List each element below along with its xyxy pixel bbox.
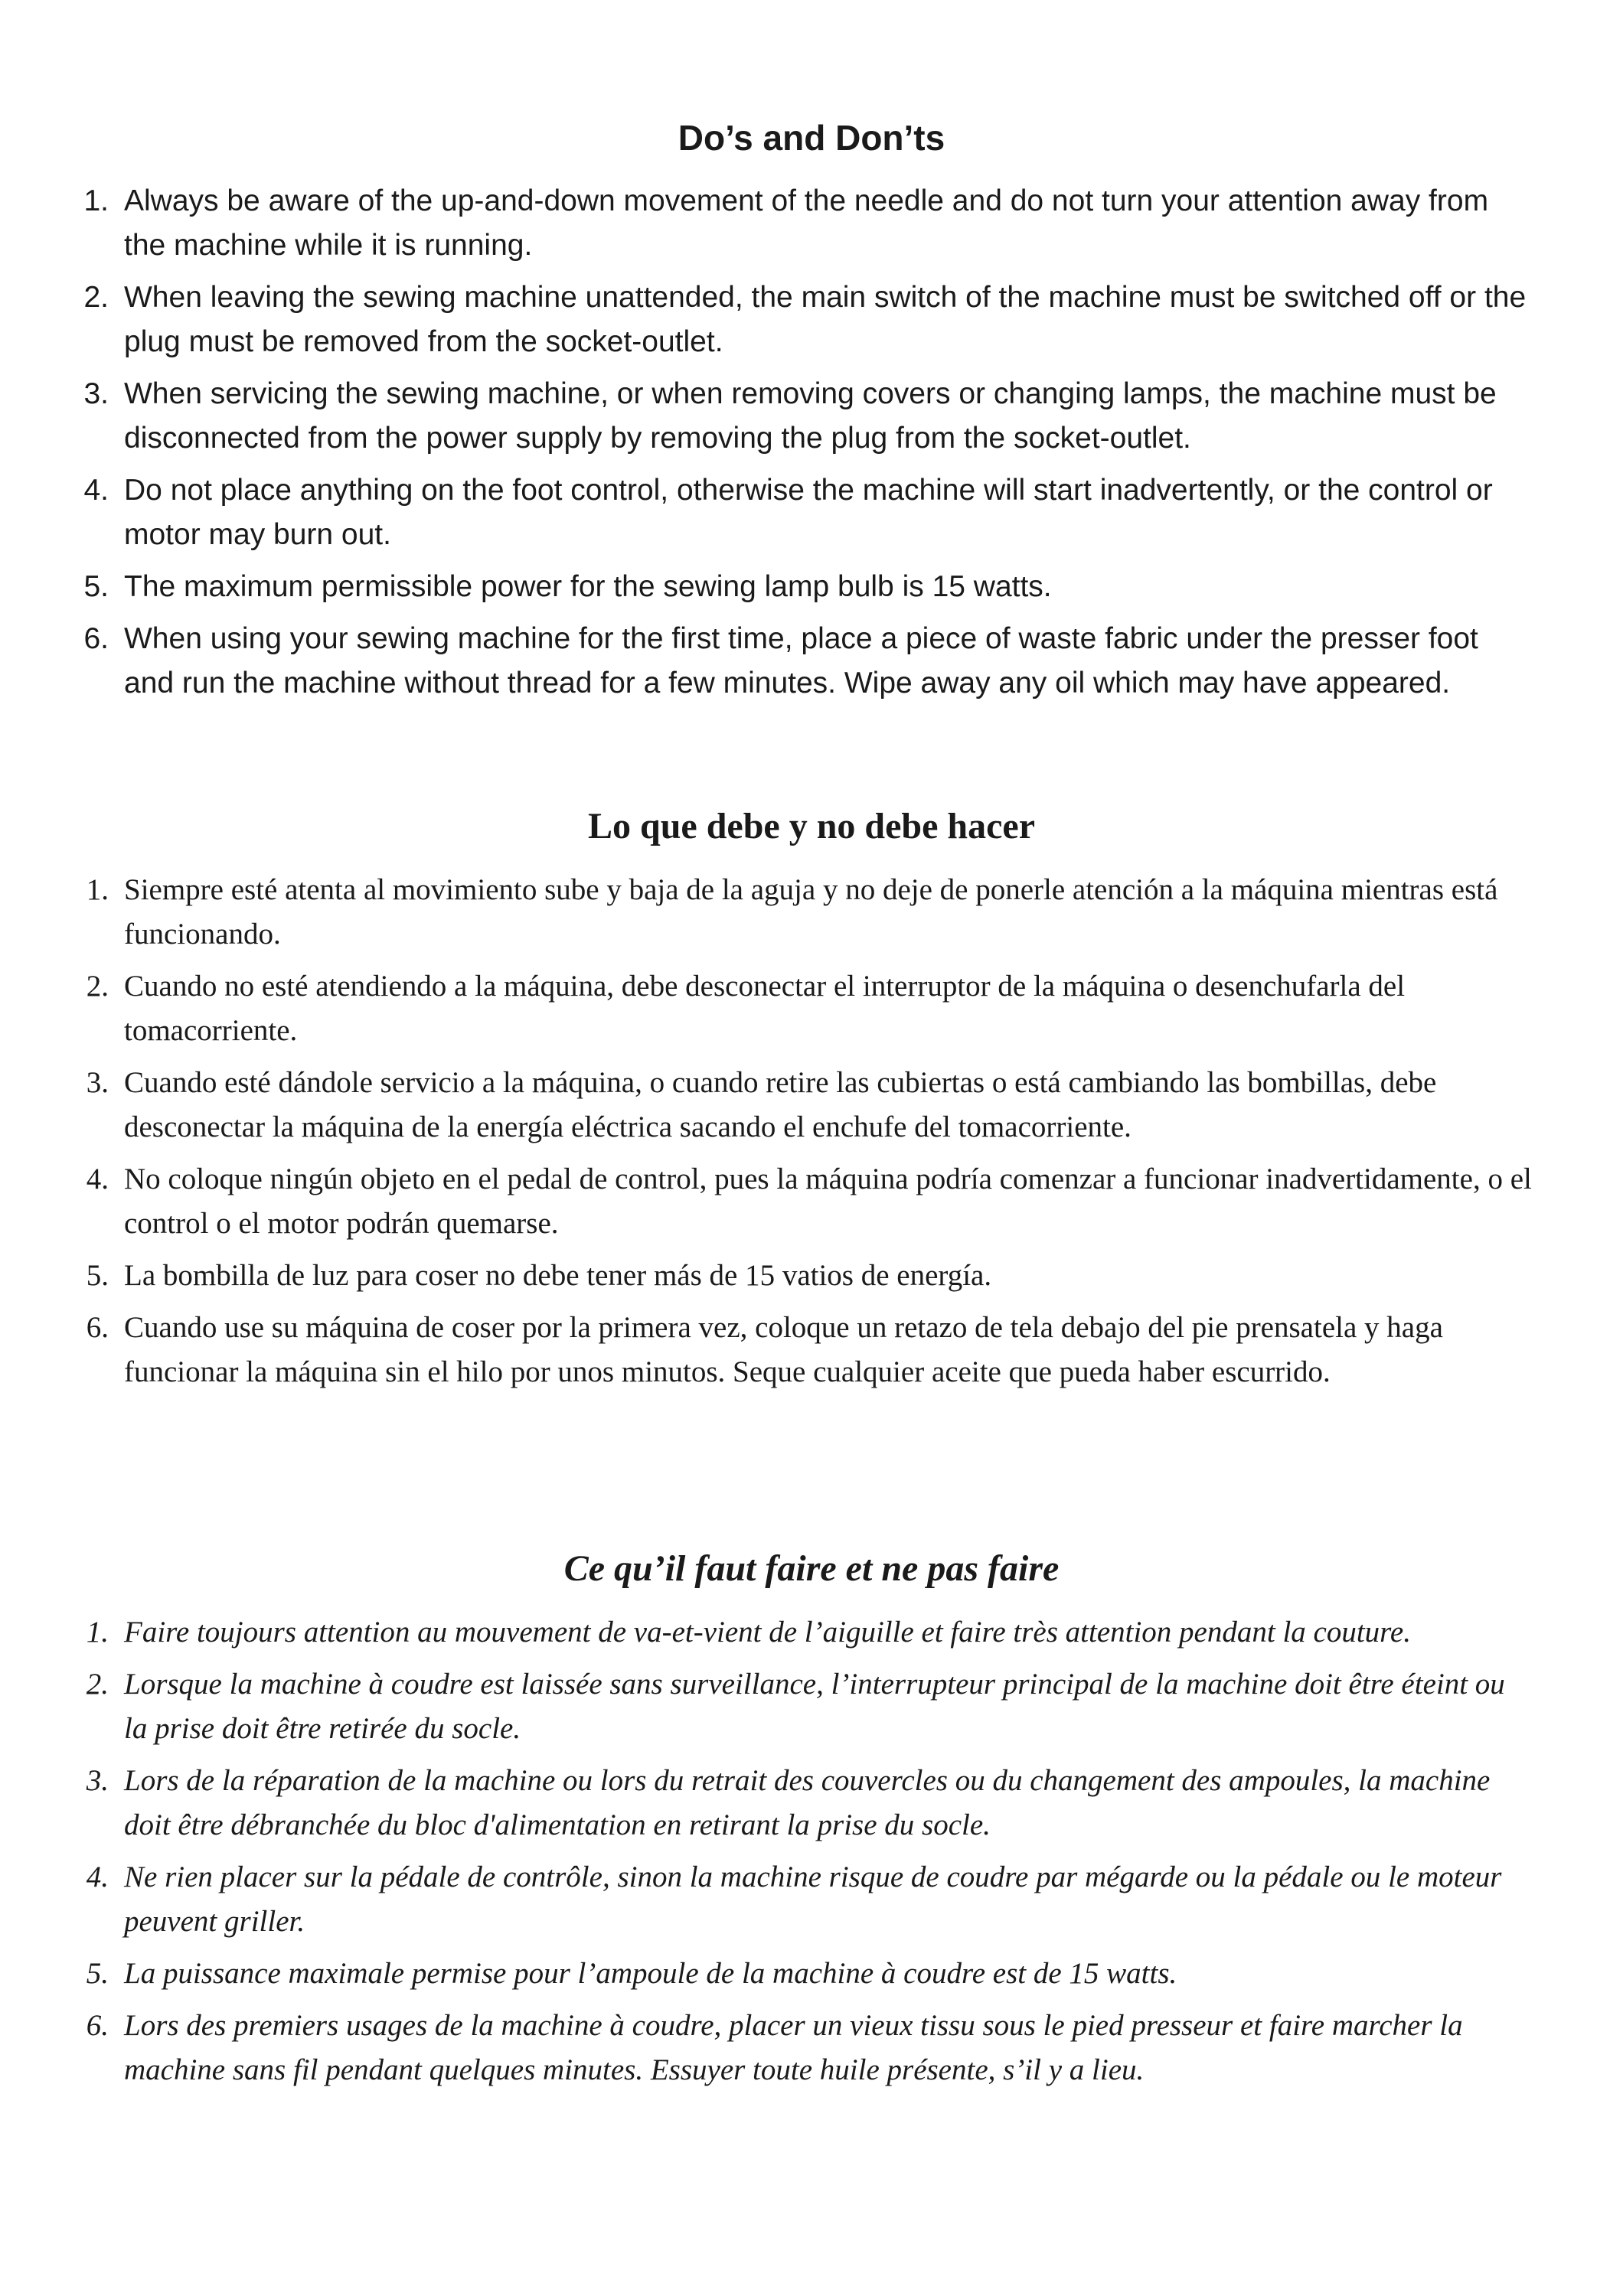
heading-french: Ce qu’il faut faire et ne pas faire [563,1548,1060,1589]
list-item [0,1610,1533,1655]
item-text: When using your sewing machine for the first time, place a piece of waste fabric under the presser foot and run the machine without thread for a few minutes. Wipe away any oil which may have appeared. [124,622,1478,700]
list-item [0,617,1533,706]
list-item [0,868,1563,957]
item-number: 1. [83,184,109,217]
item-number: 4. [83,474,109,507]
section-french [0,1538,1623,2100]
list-item [0,1855,1533,1944]
item-text: No coloque ningún objeto en el pedal de control, pues la máquina podría comenzar a funcionar inadvertidamente, o el control o el motor podrán quemarse. [124,1163,1532,1240]
item-text: Cuando no esté atendiendo a la máquina, debe desconectar el interruptor de la máquina o desenchufarla del tomacorriente. [124,970,1406,1047]
item-number: 5. [86,1957,109,1990]
item-text: Siempre esté atenta al movimiento sube y baja de la aguja y no deje de ponerle atención a la máquina mientras está funcionando. [124,873,1498,951]
item-number: 3. [83,377,109,410]
item-number: 2. [86,1668,109,1701]
item-text: Lors des premiers usages de la machine à coudre, placer un vieux tissu sous le pied presseur et faire marcher la machine sans fil pendant quelques minutes. Essuyer toute huile présente, s’il y a lieu. [124,2009,1463,2086]
item-number: 5. [86,1259,109,1292]
list-item [0,276,1533,364]
list-item [0,1759,1533,1848]
item-number: 4. [86,1163,109,1195]
list-item [0,468,1533,557]
list-spanish [0,868,1623,1394]
item-text: Lorsque la machine à coudre est laissée sans surveillance, l’interrupteur principal de la machine doit être éteint ou la prise doit être retirée du socle. [124,1668,1505,1745]
item-number: 1. [86,1616,109,1649]
item-text: Lors de la réparation de la machine ou lors du retrait des couvercles ou du changement des ampoules, la machine doit être débranchée du bloc d'alimentation en retirant la prise du socle. [124,1764,1491,1841]
item-number: 4. [86,1861,109,1893]
item-number: 6. [83,622,109,655]
list-item [0,964,1563,1053]
list-french [0,1610,1623,2092]
list-item [0,179,1533,268]
item-text: Cuando use su máquina de coser por la primera vez, coloque un retazo de tela debajo del pie prensatela y haga funcionar la máquina sin el hilo por unos minutos. Seque cualquier aceite que pueda haber escurrido. [124,1311,1443,1388]
list-item [0,1662,1533,1751]
list-item [0,2004,1533,2092]
list-item [0,1254,1563,1298]
item-text: Always be aware of the up-and-down movement of the needle and do not turn your attention away from the machine while it is running. [124,184,1489,262]
list-item [0,372,1533,461]
item-text: Cuando esté dándole servicio a la máquina, o cuando retire las cubiertas o está cambiando las bombillas, debe desconectar la máquina de la energía eléctrica sacando el enchufe del tomacorriente. [124,1066,1437,1143]
item-text: When servicing the sewing machine, or when removing covers or changing lamps, the machine must be disconnected from the power supply by removing the plug from the socket-outlet. [124,377,1497,455]
item-text: La puissance maximale permise pour l’ampoule de la machine à coudre est de 15 watts. [124,1957,1177,1990]
list-item [0,1061,1563,1150]
list-item [0,1157,1563,1246]
list-english [0,179,1623,706]
heading-spanish: Lo que debe y no debe hacer [587,806,1035,846]
list-item [0,1952,1533,1996]
list-item [0,1306,1563,1394]
item-number: 6. [86,2009,109,2042]
item-number: 1. [86,873,109,906]
item-number: 6. [86,1311,109,1344]
item-number: 2. [86,970,109,1003]
item-text: Ne rien placer sur la pédale de contrôle, sinon la machine risque de coudre par mégarde ou la pédale ou le moteur peuvent griller. [124,1861,1502,1938]
section-spanish [0,796,1623,1402]
item-text: Faire toujours attention au mouvement de va-et-vient de l’aiguille et faire très attention pendant la couture. [124,1616,1411,1649]
item-number: 3. [86,1764,109,1797]
item-text: La bombilla de luz para coser no debe tener más de 15 vatios de energía. [124,1259,992,1292]
item-text: Do not place anything on the foot control, otherwise the machine will start inadvertently, or the control or motor may burn out. [124,474,1493,551]
item-text: When leaving the sewing machine unattended, the main switch of the machine must be switched off or the plug must be removed from the socket-outlet. [124,281,1527,358]
item-number: 5. [83,570,109,603]
heading-english: Do’s and Don’ts [678,118,945,158]
item-number: 2. [83,281,109,314]
list-item [0,565,1533,609]
item-number: 3. [86,1066,109,1099]
item-text: The maximum permissible power for the sewing lamp bulb is 15 watts. [124,570,1052,603]
section-english [0,107,1623,713]
